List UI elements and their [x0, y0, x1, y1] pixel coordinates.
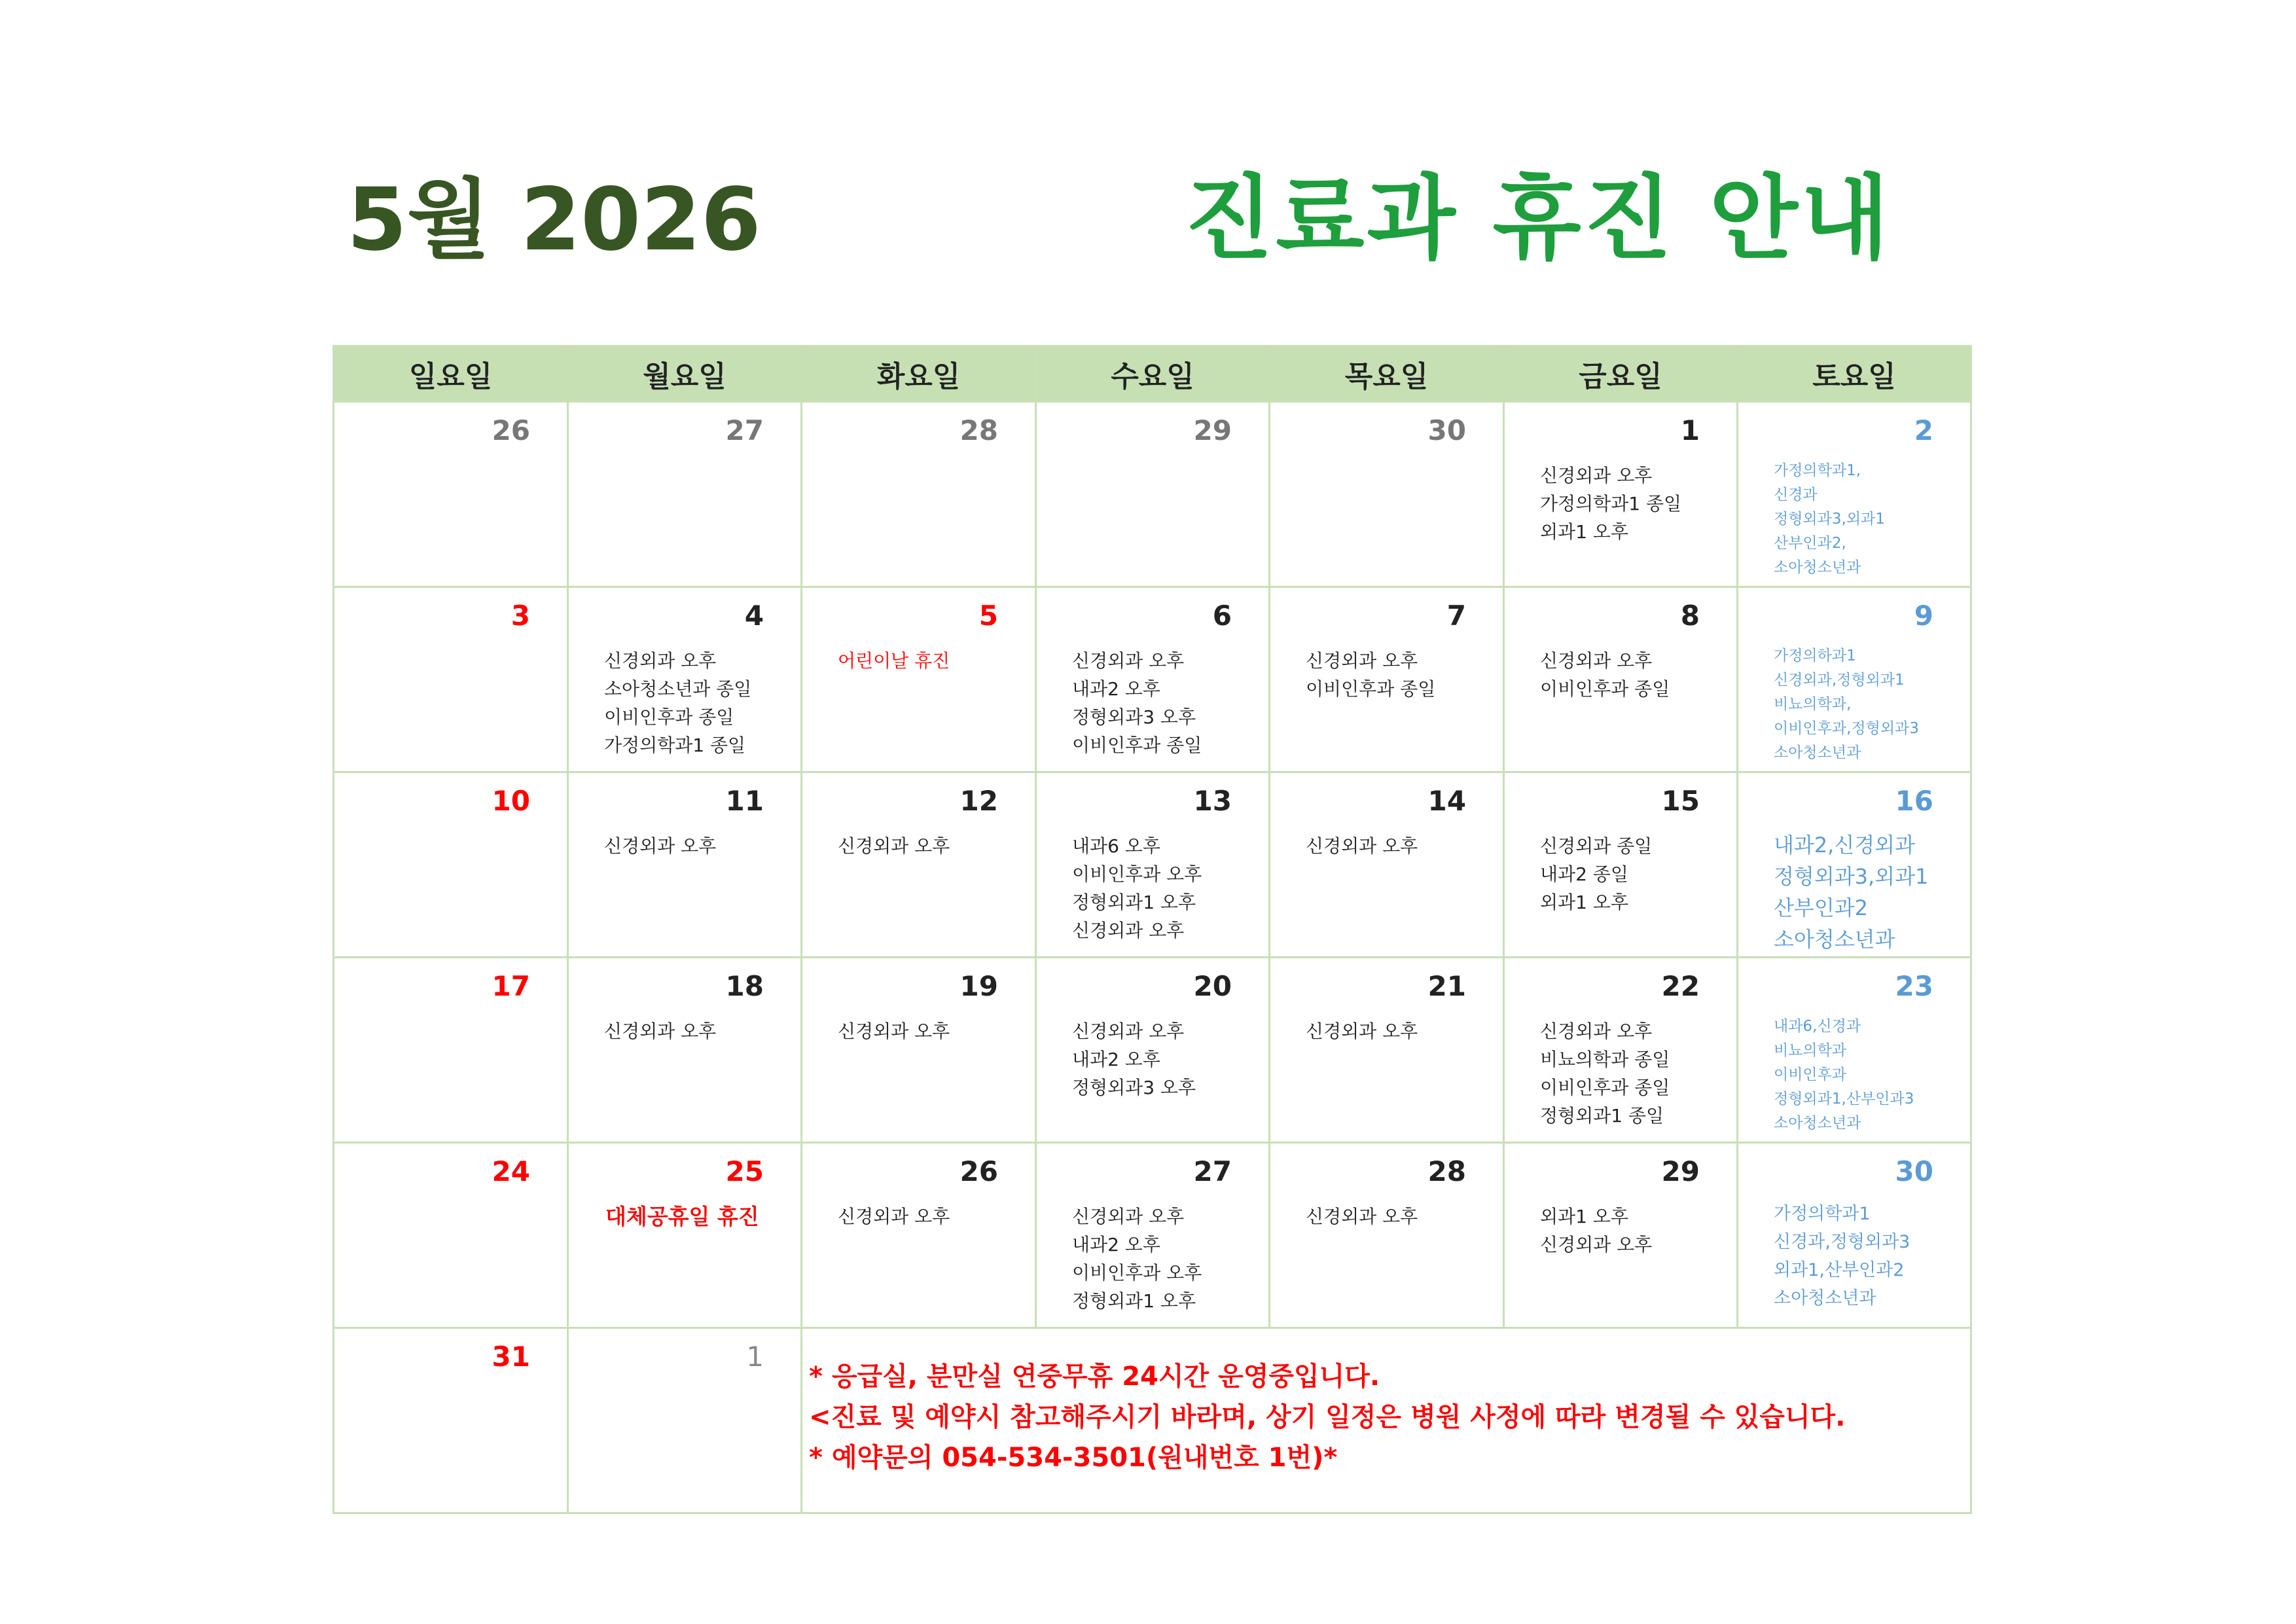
- day-number: 19: [960, 970, 998, 1002]
- day-number: 30: [1427, 414, 1466, 446]
- day-events: [1306, 1017, 1496, 1045]
- day-number: 6: [1212, 600, 1232, 632]
- event-item: 소아청소년과: [1774, 1115, 1861, 1132]
- event-item: 이비인후과 종일: [1540, 678, 1670, 700]
- day-events: [1540, 647, 1730, 703]
- event-item: 가정의학과1 종일: [1540, 493, 1682, 514]
- day-number: 1: [1680, 414, 1700, 446]
- day-cell: [802, 958, 1036, 1143]
- day-number: 4: [744, 600, 764, 632]
- day-cell: [1036, 1143, 1270, 1328]
- week-row: [334, 1328, 1971, 1513]
- event-item: 내과2,신경외과: [1774, 833, 1916, 857]
- event-item: 신경과,정형외과3: [1774, 1232, 1910, 1252]
- day-cell: [1270, 772, 1504, 958]
- weekday-sunday: 일요일: [334, 346, 568, 402]
- day-cell: [802, 1143, 1036, 1328]
- event-item: 신경외과 오후: [1306, 835, 1418, 857]
- day-events: [1072, 1202, 1262, 1315]
- day-number: 16: [1895, 785, 1933, 817]
- month-title: 5월 2026: [347, 170, 761, 270]
- day-cell: [1504, 587, 1738, 772]
- day-cell: [1738, 587, 1971, 772]
- day-events: [1072, 1017, 1262, 1102]
- day-number: 29: [1661, 1155, 1700, 1187]
- day-number: 10: [492, 785, 530, 817]
- day-number: 14: [1427, 785, 1466, 817]
- event-item: 비뇨의학과: [1774, 1042, 1847, 1059]
- event-item: 신경외과 오후: [1306, 1020, 1418, 1042]
- day-events: [1774, 459, 1964, 580]
- day-cell: [334, 402, 568, 587]
- event-item: 신경외과 오후: [1540, 1234, 1653, 1255]
- day-events: [1540, 832, 1730, 916]
- day-events: [1072, 647, 1262, 759]
- weekday-tuesday: 화요일: [802, 346, 1036, 402]
- event-item: 신경외과 오후: [1072, 650, 1185, 672]
- day-number: 27: [1193, 1155, 1232, 1187]
- event-item: 소아청소년과 종일: [604, 678, 752, 700]
- day-cell: [334, 958, 568, 1143]
- event-item: 외과1 오후: [1540, 1206, 1628, 1227]
- day-events: [838, 832, 1028, 860]
- day-cell: [1270, 402, 1504, 587]
- event-item: 신경외과 오후: [1072, 1206, 1185, 1227]
- day-number: 28: [1427, 1155, 1466, 1187]
- day-events: [1306, 647, 1496, 703]
- day-cell: [334, 587, 568, 772]
- day-cell: [334, 1143, 568, 1328]
- day-cell: [802, 587, 1036, 772]
- event-item: 내과6,신경과: [1774, 1018, 1861, 1035]
- notice-line-emergency: * 응급실, 분만실 연중무휴 24시간 운영중입니다.: [809, 1362, 1380, 1392]
- day-number: 26: [492, 414, 530, 446]
- day-number: 29: [1193, 414, 1232, 446]
- event-item: 내과2 오후: [1072, 1049, 1160, 1070]
- day-number: 1: [746, 1341, 764, 1373]
- event-item: 비뇨의학과,: [1774, 696, 1852, 713]
- day-events: [604, 1017, 794, 1045]
- day-cell: [1270, 587, 1504, 772]
- day-number: 28: [960, 414, 998, 446]
- event-item: 신경외과 오후: [604, 1020, 717, 1042]
- day-cell: [334, 772, 568, 958]
- day-cell: [1270, 958, 1504, 1143]
- day-cell: [802, 772, 1036, 958]
- event-item: 가정의학과1 종일: [604, 734, 746, 756]
- event-item: 외과1,산부인과2: [1774, 1260, 1905, 1280]
- day-cell: [1504, 958, 1738, 1143]
- event-item: 이비인후과 오후: [1072, 1262, 1202, 1284]
- day-cell: [1504, 402, 1738, 587]
- event-item: 이비인후과: [1774, 1066, 1847, 1083]
- event-item: 신경외과,정형외과1: [1774, 672, 1905, 689]
- event-item: 신경외과 오후: [1072, 1020, 1185, 1042]
- event-item: 정형외과3,외과1: [1774, 864, 1929, 889]
- day-cell: [1036, 587, 1270, 772]
- event-item: 산부인과2,: [1774, 535, 1846, 552]
- notice-cell: [802, 1328, 1971, 1513]
- holiday-label: 어린이날 휴진: [838, 650, 950, 672]
- day-cell: [1270, 1143, 1504, 1328]
- holiday-label: 대체공휴일 휴진: [605, 1204, 759, 1229]
- day-number: 30: [1895, 1155, 1933, 1187]
- week-row: [334, 1143, 1971, 1328]
- day-cell: [568, 1328, 802, 1513]
- day-cell: [1036, 772, 1270, 958]
- day-events: [1774, 829, 1964, 955]
- event-item: 신경외과 오후: [604, 650, 717, 672]
- day-number: 3: [511, 600, 530, 632]
- notice-line-reservation: * 예약문의 054-534-3501(원내번호 1번)*: [809, 1443, 1338, 1473]
- day-cell: [1738, 1143, 1971, 1328]
- day-number: 17: [492, 970, 530, 1002]
- day-number: 27: [725, 414, 764, 446]
- calendar-table: [332, 345, 1972, 1514]
- day-number: 23: [1895, 970, 1933, 1002]
- day-cell: [568, 958, 802, 1143]
- day-number: 22: [1661, 970, 1700, 1002]
- event-item: 내과2 종일: [1540, 863, 1628, 885]
- day-cell: [334, 1328, 568, 1513]
- event-item: 정형외과1 오후: [1072, 1290, 1196, 1312]
- week-row: [334, 402, 1971, 587]
- day-events: [1774, 1200, 1964, 1312]
- event-item: 이비인후과 종일: [604, 706, 734, 728]
- day-number: 12: [960, 785, 998, 817]
- day-cell: [1738, 958, 1971, 1143]
- day-number: 13: [1193, 785, 1232, 817]
- event-item: 외과1 오후: [1540, 521, 1628, 543]
- day-number: 2: [1914, 414, 1933, 446]
- event-item: 이비인후과 종일: [1306, 678, 1436, 700]
- event-item: 외과1 오후: [1540, 892, 1628, 913]
- day-events: [1774, 1015, 1964, 1136]
- notice-block: [809, 1356, 1845, 1478]
- event-item: 신경외과 오후: [1306, 650, 1418, 672]
- event-item: 이비인후과,정형외과3: [1774, 720, 1919, 737]
- day-cell: [1036, 958, 1270, 1143]
- event-item: 이비인후과 종일: [1540, 1077, 1670, 1098]
- weekday-friday: 금요일: [1504, 346, 1738, 402]
- day-cell: [1738, 772, 1971, 958]
- weekday-saturday: 토요일: [1738, 346, 1971, 402]
- event-item: 정형외과1 종일: [1540, 1105, 1664, 1127]
- day-events: [1306, 832, 1496, 860]
- day-events: [604, 832, 794, 860]
- event-item: 정형외과3,외과1: [1774, 511, 1885, 528]
- week-row: [334, 587, 1971, 772]
- day-number: 26: [960, 1155, 998, 1187]
- notice-line-schedule: <진료 및 예약시 참고해주시기 바라며, 상기 일정은 병원 사정에 따라 변경될 수 있습니다.: [809, 1402, 1846, 1432]
- event-item: 산부인과2: [1774, 895, 1869, 920]
- event-item: 가정의학과1: [1774, 1204, 1871, 1224]
- event-item: 소아청소년과: [1774, 927, 1895, 952]
- day-number: 11: [725, 785, 764, 817]
- event-item: 신경외과 오후: [838, 1020, 950, 1042]
- day-events: [604, 647, 794, 759]
- event-item: 신경외과 오후: [1306, 1206, 1418, 1227]
- event-item: 내과6 오후: [1072, 835, 1160, 857]
- day-events: [1540, 1202, 1730, 1259]
- event-item: 소아청소년과: [1774, 744, 1861, 761]
- day-number: 15: [1661, 785, 1700, 817]
- event-item: 신경외과 오후: [1072, 920, 1185, 941]
- event-item: 신경과: [1774, 486, 1818, 503]
- day-number: 25: [725, 1155, 764, 1187]
- day-events: [1540, 1017, 1730, 1130]
- event-item: 정형외과1,산부인과3: [1774, 1091, 1914, 1108]
- day-events: [1774, 644, 1964, 765]
- day-cell: [1738, 402, 1971, 587]
- day-events: [838, 647, 1028, 675]
- event-item: 정형외과3 오후: [1072, 706, 1196, 728]
- day-cell: [1504, 772, 1738, 958]
- day-cell: [568, 772, 802, 958]
- day-number: 7: [1446, 600, 1466, 632]
- day-events: [1306, 1202, 1496, 1231]
- day-number: 9: [1914, 600, 1933, 632]
- day-number: 21: [1427, 970, 1466, 1002]
- day-events: [1072, 832, 1262, 945]
- event-item: 신경외과 오후: [838, 835, 950, 857]
- day-events: [1540, 461, 1730, 546]
- day-number: 31: [492, 1341, 530, 1373]
- event-item: 신경외과 오후: [1540, 1020, 1653, 1042]
- event-item: 이비인후과 종일: [1072, 734, 1202, 756]
- day-events: [605, 1202, 794, 1231]
- day-events: [838, 1017, 1028, 1045]
- day-number: 20: [1193, 970, 1232, 1002]
- event-item: 소아청소년과: [1774, 559, 1861, 576]
- event-item: 내과2 오후: [1072, 678, 1160, 700]
- day-number: 18: [725, 970, 764, 1002]
- event-item: 신경외과 오후: [1540, 465, 1653, 486]
- weekday-monday: 월요일: [568, 346, 802, 402]
- day-cell: [568, 1143, 802, 1328]
- week-row: [334, 958, 1971, 1143]
- day-number: 24: [492, 1155, 530, 1187]
- day-number: 5: [978, 600, 998, 632]
- week-row: [334, 772, 1971, 958]
- day-number: 8: [1680, 600, 1700, 632]
- day-cell: [568, 402, 802, 587]
- weekday-header-row: [334, 346, 1971, 402]
- event-item: 신경외과 오후: [1540, 650, 1653, 672]
- event-item: 소아청소년과: [1774, 1288, 1876, 1308]
- event-item: 내과2 오후: [1072, 1234, 1160, 1255]
- event-item: 정형외과3 오후: [1072, 1077, 1196, 1098]
- day-events: [838, 1202, 1028, 1231]
- event-item: 가정의하과1: [1774, 647, 1856, 664]
- event-item: 가정의학과1,: [1774, 462, 1861, 479]
- weekday-thursday: 목요일: [1270, 346, 1504, 402]
- day-cell: [1036, 402, 1270, 587]
- page-title: 진료과 휴진 안내: [1185, 166, 1892, 272]
- event-item: 이비인후과 오후: [1072, 863, 1202, 885]
- event-item: 비뇨의학과 종일: [1540, 1049, 1670, 1070]
- day-cell: [568, 587, 802, 772]
- day-cell: [802, 402, 1036, 587]
- weekday-wednesday: 수요일: [1036, 346, 1270, 402]
- day-cell: [1504, 1143, 1738, 1328]
- event-item: 신경외과 종일: [1540, 835, 1653, 857]
- event-item: 신경외과 오후: [604, 835, 717, 857]
- event-item: 정형외과1 오후: [1072, 892, 1196, 913]
- event-item: 신경외과 오후: [838, 1206, 950, 1227]
